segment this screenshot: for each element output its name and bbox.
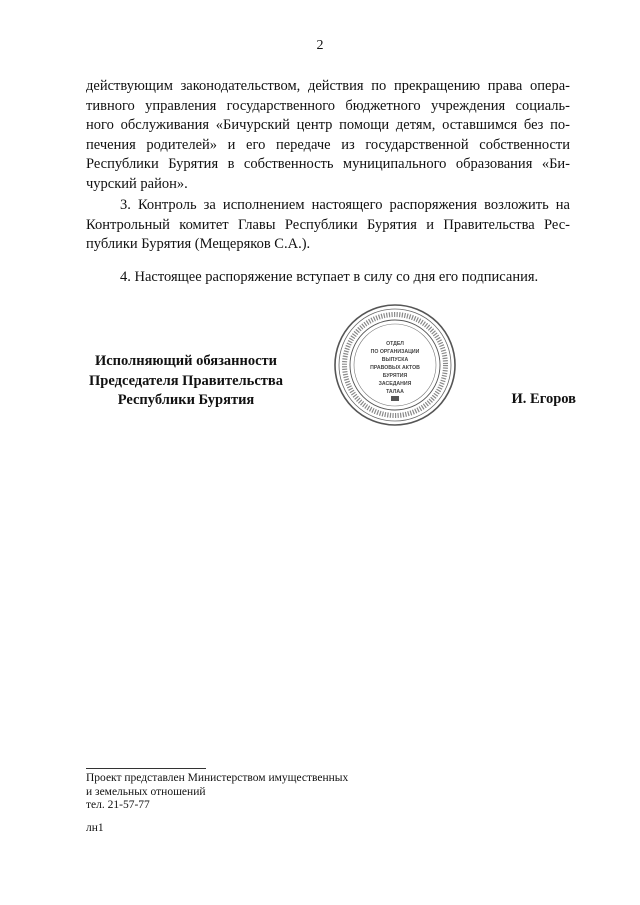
seal-text-line: ОТДЕЛ	[386, 341, 404, 347]
paragraph-effective	[86, 268, 570, 288]
seal-text-line: БУРЯТИЯ	[382, 373, 408, 379]
seal-text-line: ПО ОРГАНИЗАЦИИ	[370, 349, 420, 355]
seal-text-line: ВЫПУСКА	[381, 357, 409, 363]
footer-line: и земельных отношений	[86, 785, 206, 798]
position-line: Председателя Правительства	[89, 372, 283, 389]
seal-text-line: ТАЛАА	[386, 389, 404, 395]
text-line: печения родителей» и его передаче из государственной собственности	[86, 136, 570, 153]
text-line: действующим законодательством, действия по прекращению права опера-	[86, 78, 570, 94]
footer-divider	[86, 768, 206, 769]
seal-text-line: ЗАСЕДАНИЯ	[378, 381, 412, 387]
text-line: Республики Бурятия в собственность муниципального образования «Би-	[86, 156, 570, 172]
signatory-name: И. Егоров	[511, 391, 576, 407]
paragraph-control	[86, 196, 570, 255]
text-line: 4. Настоящее распоряжение вступает в силу со дня его подписания.	[120, 269, 539, 285]
footer-line: тел. 21-57-77	[86, 799, 150, 811]
page-number: 2	[316, 38, 324, 53]
document-code: лн1	[86, 822, 104, 834]
text-line: 3. Контроль за исполнением настоящего распоряжения возложить на	[120, 197, 570, 213]
text-line: тивного управления государственного бюджетного учреждения социаль-	[86, 97, 570, 114]
text-line: ного обслуживания «Бичурский центр помощи детям, оставшимся без по-	[86, 117, 570, 133]
round-seal-stamp-icon	[333, 303, 457, 427]
signatory-position	[86, 352, 286, 411]
position-line: Республики Бурятия	[117, 392, 255, 408]
footer-note	[86, 772, 348, 813]
paragraph-continuation	[86, 77, 570, 194]
text-line: Контрольный комитет Главы Республики Бурятия и Правительства Рес-	[86, 216, 570, 233]
text-line: чурский район».	[86, 175, 188, 192]
seal-text-line: ПРАВОВЫХ АКТОВ	[370, 365, 420, 371]
footer-line: Проект представлен Министерством имущественных	[86, 772, 349, 784]
position-line: Исполняющий обязанности	[94, 353, 278, 369]
text-line: публики Бурятия (Мещеряков С.А.).	[86, 236, 311, 252]
